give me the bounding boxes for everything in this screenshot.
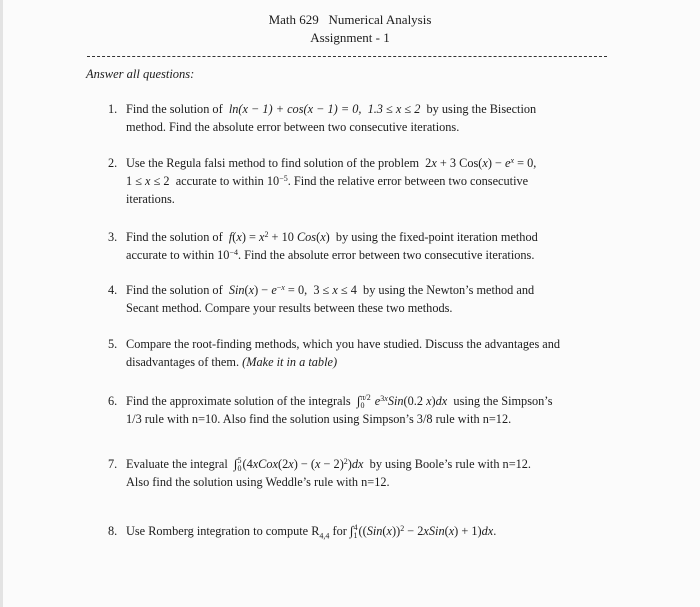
equation: $Sin(x) - e^{-x} = 0$, 3 ≤ x ≤ 4 xyxy=(228,283,360,297)
question-7: 7. Evaluate the integral ∫5 0(4xCox(2x) − $(x - 2)^2)dx$ by using Boole’s rule with n=12. Also find the solution using Weddle’s rule with n=12. xyxy=(108,456,531,490)
integral-expression: ∫π/2 0 $e^{3x}Sin(0.2$ x)dx xyxy=(356,393,448,411)
question-2: 2. Use the Regula falsi method to find solution of the problem 2x + 3 $Cos(x) - e^x = 0$, 1 ≤ x ≤ 2 accurate to within $10^{-5}$. Find the relative error between two consecutive iterations. xyxy=(108,156,537,206)
course-title: Math 629 Numerical Analysis xyxy=(268,12,432,27)
question-5: 5. Compare the root-finding methods, which you have studied. Discuss the advantages and disadvantages of them. (Make it in a table) xyxy=(108,337,561,369)
question-3: 3. Find the solution of $f(x) = x^2 + 10$ Cos(x) by using the fixed-point iteration method accurate to within $10^{-4}$. Find the absolute error between two consecutive iterations. xyxy=(108,230,538,262)
question-4: 4. Find the solution of $Sin(x) - e^{-x} = 0$, 3 ≤ x ≤ 4 by using the Newton’s method and Secant method. Compare your results between these two methods. xyxy=(108,283,535,315)
page-edge xyxy=(0,0,3,607)
instructions: Answer all questions: xyxy=(86,67,195,81)
question-1: 1. Find the solution of ln(x − 1) + cos(x − 1) = 0, 1.3 ≤ x ≤ 2 by using the Bisection method. Find the absolute error between two consecutive iterations. xyxy=(108,102,537,134)
range: 1 ≤ x ≤ 2 xyxy=(126,174,170,188)
assignment-title: Assignment - 1 xyxy=(310,30,390,45)
question-6: 6. Find the approximate solution of the integrals ∫π/2 0 $e^{3x}Sin(0.2$ x)dx using the Simpson’s 1/3 rule with n=10. Also find the solution using Simpson’s 3/8 rule with n=12. xyxy=(108,393,553,427)
integral-expression: ∫4 $1((Sin(x))^2$ − 2xSin(x) + 1)dx. xyxy=(349,523,497,541)
equation: $f(x) = x^2 + 10$ Cos(x) xyxy=(228,230,333,244)
question-8: 8. Use Romberg integration to compute $R_{4,4}$ for ∫4 $1((Sin(x))^2$ − 2xSin(x) + 1)dx. xyxy=(108,523,497,541)
equation: 2x + 3 $Cos(x) - e^x = 0$, xyxy=(422,156,537,170)
integral-expression: ∫5 0(4xCox(2x) − $(x - 2)^2)dx$ xyxy=(233,456,364,474)
equation: ln(x − 1) + cos(x − 1) = 0, 1.3 ≤ x ≤ 2 xyxy=(225,102,424,116)
dashed-divider xyxy=(87,56,607,57)
